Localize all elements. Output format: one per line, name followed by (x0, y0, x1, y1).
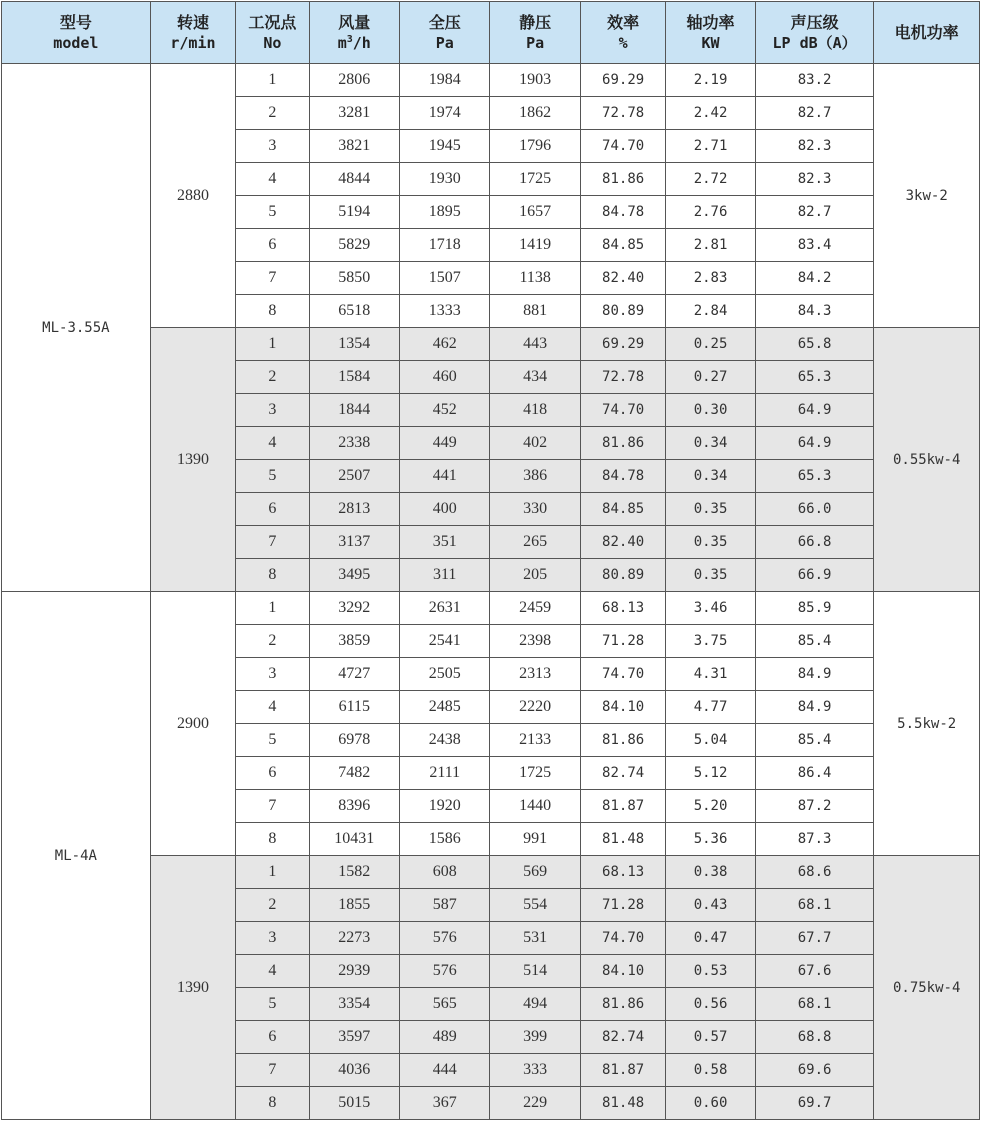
table-body (2, 64, 980, 1120)
total-pressure-cell: 1895 (400, 196, 490, 229)
shaft-power-cell: 2.42 (666, 97, 755, 130)
total-pressure-cell: 367 (400, 1087, 490, 1120)
table-row (2, 592, 980, 625)
shaft-power-cell: 5.36 (666, 823, 755, 856)
efficiency-cell: 80.89 (580, 295, 665, 328)
shaft-power-cell: 2.76 (666, 196, 755, 229)
efficiency-cell: 81.48 (580, 1087, 665, 1120)
efficiency-cell: 81.86 (580, 163, 665, 196)
sound-level-cell: 66.9 (755, 559, 874, 592)
airflow-cell: 2813 (309, 493, 399, 526)
header-efficiency: 效率 % (580, 2, 665, 64)
shaft-power-cell: 0.35 (666, 493, 755, 526)
total-pressure-cell: 2438 (400, 724, 490, 757)
airflow-cell: 6518 (309, 295, 399, 328)
point-cell: 5 (236, 460, 309, 493)
airflow-cell: 2338 (309, 427, 399, 460)
total-pressure-cell: 576 (400, 955, 490, 988)
sound-level-cell: 64.9 (755, 427, 874, 460)
efficiency-cell: 80.89 (580, 559, 665, 592)
shaft-power-cell: 0.38 (666, 856, 755, 889)
static-pressure-cell: 1725 (490, 757, 580, 790)
efficiency-cell: 81.87 (580, 1054, 665, 1087)
header-sound-level: 声压级 LP dB（A） (755, 2, 874, 64)
sound-level-cell: 68.1 (755, 988, 874, 1021)
total-pressure-cell: 1984 (400, 64, 490, 97)
speed-cell: 2900 (150, 592, 235, 856)
point-cell: 4 (236, 163, 309, 196)
total-pressure-cell: 2485 (400, 691, 490, 724)
motor-power-cell: 0.75kw-4 (874, 856, 980, 1120)
airflow-cell: 5829 (309, 229, 399, 262)
static-pressure-cell: 1440 (490, 790, 580, 823)
total-pressure-cell: 444 (400, 1054, 490, 1087)
shaft-power-cell: 3.75 (666, 625, 755, 658)
shaft-power-cell: 5.20 (666, 790, 755, 823)
table-row (2, 64, 980, 97)
shaft-power-cell: 0.43 (666, 889, 755, 922)
static-pressure-cell: 554 (490, 889, 580, 922)
point-cell: 6 (236, 493, 309, 526)
sound-level-cell: 68.8 (755, 1021, 874, 1054)
sound-level-cell: 84.2 (755, 262, 874, 295)
sound-level-cell: 84.3 (755, 295, 874, 328)
shaft-power-cell: 5.04 (666, 724, 755, 757)
header-model: 型号 model (2, 2, 151, 64)
efficiency-cell: 74.70 (580, 394, 665, 427)
static-pressure-cell: 1138 (490, 262, 580, 295)
airflow-cell: 2507 (309, 460, 399, 493)
static-pressure-cell: 434 (490, 361, 580, 394)
sound-level-cell: 83.2 (755, 64, 874, 97)
total-pressure-cell: 2541 (400, 625, 490, 658)
speed-cell: 2880 (150, 64, 235, 328)
sound-level-cell: 65.8 (755, 328, 874, 361)
sound-level-cell: 65.3 (755, 460, 874, 493)
airflow-cell: 3354 (309, 988, 399, 1021)
efficiency-cell: 69.29 (580, 64, 665, 97)
model-name-cell: ML-3.55A (2, 64, 151, 592)
total-pressure-cell: 1507 (400, 262, 490, 295)
sound-level-cell: 85.4 (755, 625, 874, 658)
static-pressure-cell: 229 (490, 1087, 580, 1120)
efficiency-cell: 68.13 (580, 592, 665, 625)
airflow-cell: 1582 (309, 856, 399, 889)
header-total-pressure: 全压 Pa (400, 2, 490, 64)
point-cell: 4 (236, 955, 309, 988)
point-cell: 7 (236, 790, 309, 823)
model-name-cell: ML-4A (2, 592, 151, 1120)
static-pressure-cell: 333 (490, 1054, 580, 1087)
point-cell: 3 (236, 922, 309, 955)
speed-cell: 1390 (150, 856, 235, 1120)
efficiency-cell: 74.70 (580, 658, 665, 691)
sound-level-cell: 82.3 (755, 163, 874, 196)
static-pressure-cell: 402 (490, 427, 580, 460)
shaft-power-cell: 4.31 (666, 658, 755, 691)
sound-level-cell: 69.6 (755, 1054, 874, 1087)
shaft-power-cell: 2.71 (666, 130, 755, 163)
point-cell: 5 (236, 724, 309, 757)
total-pressure-cell: 1586 (400, 823, 490, 856)
static-pressure-cell: 386 (490, 460, 580, 493)
static-pressure-cell: 1862 (490, 97, 580, 130)
airflow-cell: 7482 (309, 757, 399, 790)
point-cell: 4 (236, 691, 309, 724)
efficiency-cell: 72.78 (580, 361, 665, 394)
airflow-cell: 3859 (309, 625, 399, 658)
total-pressure-cell: 441 (400, 460, 490, 493)
point-cell: 2 (236, 361, 309, 394)
sound-level-cell: 86.4 (755, 757, 874, 790)
sound-level-cell: 69.7 (755, 1087, 874, 1120)
total-pressure-cell: 576 (400, 922, 490, 955)
total-pressure-cell: 400 (400, 493, 490, 526)
shaft-power-cell: 2.83 (666, 262, 755, 295)
point-cell: 8 (236, 823, 309, 856)
airflow-cell: 3597 (309, 1021, 399, 1054)
static-pressure-cell: 569 (490, 856, 580, 889)
shaft-power-cell: 0.58 (666, 1054, 755, 1087)
static-pressure-cell: 1796 (490, 130, 580, 163)
total-pressure-cell: 462 (400, 328, 490, 361)
total-pressure-cell: 2111 (400, 757, 490, 790)
airflow-cell: 2939 (309, 955, 399, 988)
total-pressure-cell: 311 (400, 559, 490, 592)
sound-level-cell: 67.6 (755, 955, 874, 988)
header-shaft-power: 轴功率 KW (666, 2, 755, 64)
efficiency-cell: 68.13 (580, 856, 665, 889)
shaft-power-cell: 2.72 (666, 163, 755, 196)
sound-level-cell: 87.2 (755, 790, 874, 823)
total-pressure-cell: 587 (400, 889, 490, 922)
performance-table (1, 1, 980, 1120)
static-pressure-cell: 1725 (490, 163, 580, 196)
airflow-cell: 1584 (309, 361, 399, 394)
total-pressure-cell: 565 (400, 988, 490, 1021)
static-pressure-cell: 2313 (490, 658, 580, 691)
total-pressure-cell: 351 (400, 526, 490, 559)
efficiency-cell: 84.85 (580, 229, 665, 262)
point-cell: 2 (236, 625, 309, 658)
airflow-cell: 1855 (309, 889, 399, 922)
total-pressure-cell: 608 (400, 856, 490, 889)
point-cell: 1 (236, 64, 309, 97)
efficiency-cell: 82.40 (580, 526, 665, 559)
shaft-power-cell: 3.46 (666, 592, 755, 625)
static-pressure-cell: 514 (490, 955, 580, 988)
static-pressure-cell: 1657 (490, 196, 580, 229)
static-pressure-cell: 1419 (490, 229, 580, 262)
static-pressure-cell: 418 (490, 394, 580, 427)
airflow-cell: 3495 (309, 559, 399, 592)
total-pressure-cell: 460 (400, 361, 490, 394)
sound-level-cell: 87.3 (755, 823, 874, 856)
motor-power-cell: 5.5kw-2 (874, 592, 980, 856)
airflow-cell: 2273 (309, 922, 399, 955)
sound-level-cell: 82.7 (755, 196, 874, 229)
efficiency-cell: 84.85 (580, 493, 665, 526)
efficiency-cell: 81.86 (580, 724, 665, 757)
static-pressure-cell: 991 (490, 823, 580, 856)
airflow-cell: 10431 (309, 823, 399, 856)
point-cell: 6 (236, 229, 309, 262)
efficiency-cell: 71.28 (580, 625, 665, 658)
shaft-power-cell: 4.77 (666, 691, 755, 724)
airflow-cell: 5015 (309, 1087, 399, 1120)
airflow-cell: 3821 (309, 130, 399, 163)
efficiency-cell: 81.86 (580, 427, 665, 460)
efficiency-cell: 74.70 (580, 922, 665, 955)
efficiency-cell: 82.74 (580, 1021, 665, 1054)
airflow-cell: 8396 (309, 790, 399, 823)
motor-power-cell: 0.55kw-4 (874, 328, 980, 592)
point-cell: 1 (236, 592, 309, 625)
shaft-power-cell: 0.57 (666, 1021, 755, 1054)
static-pressure-cell: 2459 (490, 592, 580, 625)
airflow-cell: 1354 (309, 328, 399, 361)
shaft-power-cell: 2.19 (666, 64, 755, 97)
sound-level-cell: 85.9 (755, 592, 874, 625)
point-cell: 2 (236, 97, 309, 130)
static-pressure-cell: 2220 (490, 691, 580, 724)
sound-level-cell: 82.7 (755, 97, 874, 130)
efficiency-cell: 72.78 (580, 97, 665, 130)
sound-level-cell: 67.7 (755, 922, 874, 955)
point-cell: 8 (236, 559, 309, 592)
airflow-cell: 1844 (309, 394, 399, 427)
static-pressure-cell: 2398 (490, 625, 580, 658)
point-cell: 6 (236, 1021, 309, 1054)
static-pressure-cell: 443 (490, 328, 580, 361)
total-pressure-cell: 1333 (400, 295, 490, 328)
motor-power-cell: 3kw-2 (874, 64, 980, 328)
shaft-power-cell: 0.56 (666, 988, 755, 1021)
airflow-cell: 5194 (309, 196, 399, 229)
airflow-cell: 4844 (309, 163, 399, 196)
efficiency-cell: 84.78 (580, 460, 665, 493)
header-operating-point: 工况点 No (236, 2, 309, 64)
shaft-power-cell: 0.47 (666, 922, 755, 955)
total-pressure-cell: 2631 (400, 592, 490, 625)
sound-level-cell: 65.3 (755, 361, 874, 394)
shaft-power-cell: 0.25 (666, 328, 755, 361)
airflow-cell: 4727 (309, 658, 399, 691)
static-pressure-cell: 330 (490, 493, 580, 526)
total-pressure-cell: 449 (400, 427, 490, 460)
sound-level-cell: 68.6 (755, 856, 874, 889)
point-cell: 3 (236, 130, 309, 163)
shaft-power-cell: 0.60 (666, 1087, 755, 1120)
shaft-power-cell: 0.53 (666, 955, 755, 988)
airflow-cell: 5850 (309, 262, 399, 295)
shaft-power-cell: 5.12 (666, 757, 755, 790)
total-pressure-cell: 1974 (400, 97, 490, 130)
sound-level-cell: 85.4 (755, 724, 874, 757)
sound-level-cell: 84.9 (755, 658, 874, 691)
static-pressure-cell: 531 (490, 922, 580, 955)
efficiency-cell: 84.10 (580, 955, 665, 988)
header-motor-power: 电机功率 (874, 2, 980, 64)
shaft-power-cell: 0.34 (666, 460, 755, 493)
point-cell: 6 (236, 757, 309, 790)
static-pressure-cell: 2133 (490, 724, 580, 757)
static-pressure-cell: 399 (490, 1021, 580, 1054)
sound-level-cell: 64.9 (755, 394, 874, 427)
efficiency-cell: 81.86 (580, 988, 665, 1021)
point-cell: 7 (236, 262, 309, 295)
sound-level-cell: 84.9 (755, 691, 874, 724)
header-row (2, 2, 980, 64)
airflow-cell: 6978 (309, 724, 399, 757)
shaft-power-cell: 2.84 (666, 295, 755, 328)
static-pressure-cell: 205 (490, 559, 580, 592)
airflow-cell: 3281 (309, 97, 399, 130)
sound-level-cell: 82.3 (755, 130, 874, 163)
sound-level-cell: 68.1 (755, 889, 874, 922)
shaft-power-cell: 0.35 (666, 559, 755, 592)
point-cell: 7 (236, 1054, 309, 1087)
point-cell: 1 (236, 856, 309, 889)
efficiency-cell: 84.10 (580, 691, 665, 724)
shaft-power-cell: 0.35 (666, 526, 755, 559)
efficiency-cell: 74.70 (580, 130, 665, 163)
header-static-pressure: 静压 Pa (490, 2, 580, 64)
shaft-power-cell: 0.27 (666, 361, 755, 394)
total-pressure-cell: 452 (400, 394, 490, 427)
point-cell: 1 (236, 328, 309, 361)
total-pressure-cell: 2505 (400, 658, 490, 691)
point-cell: 8 (236, 295, 309, 328)
point-cell: 7 (236, 526, 309, 559)
airflow-cell: 3292 (309, 592, 399, 625)
efficiency-cell: 81.48 (580, 823, 665, 856)
point-cell: 3 (236, 394, 309, 427)
point-cell: 4 (236, 427, 309, 460)
airflow-cell: 6115 (309, 691, 399, 724)
sound-level-cell: 83.4 (755, 229, 874, 262)
point-cell: 8 (236, 1087, 309, 1120)
total-pressure-cell: 1718 (400, 229, 490, 262)
airflow-cell: 2806 (309, 64, 399, 97)
point-cell: 5 (236, 988, 309, 1021)
point-cell: 5 (236, 196, 309, 229)
shaft-power-cell: 0.34 (666, 427, 755, 460)
efficiency-cell: 82.74 (580, 757, 665, 790)
total-pressure-cell: 1930 (400, 163, 490, 196)
speed-cell: 1390 (150, 328, 235, 592)
point-cell: 3 (236, 658, 309, 691)
sound-level-cell: 66.8 (755, 526, 874, 559)
sound-level-cell: 66.0 (755, 493, 874, 526)
efficiency-cell: 84.78 (580, 196, 665, 229)
total-pressure-cell: 489 (400, 1021, 490, 1054)
shaft-power-cell: 2.81 (666, 229, 755, 262)
total-pressure-cell: 1920 (400, 790, 490, 823)
airflow-cell: 3137 (309, 526, 399, 559)
static-pressure-cell: 881 (490, 295, 580, 328)
point-cell: 2 (236, 889, 309, 922)
header-speed: 转速 r/min (150, 2, 235, 64)
efficiency-cell: 82.40 (580, 262, 665, 295)
static-pressure-cell: 265 (490, 526, 580, 559)
header-airflow: 风量 $m^3/h$ (309, 2, 399, 64)
efficiency-cell: 69.29 (580, 328, 665, 361)
airflow-cell: 4036 (309, 1054, 399, 1087)
efficiency-cell: 71.28 (580, 889, 665, 922)
static-pressure-cell: 1903 (490, 64, 580, 97)
static-pressure-cell: 494 (490, 988, 580, 1021)
efficiency-cell: 81.87 (580, 790, 665, 823)
shaft-power-cell: 0.30 (666, 394, 755, 427)
total-pressure-cell: 1945 (400, 130, 490, 163)
